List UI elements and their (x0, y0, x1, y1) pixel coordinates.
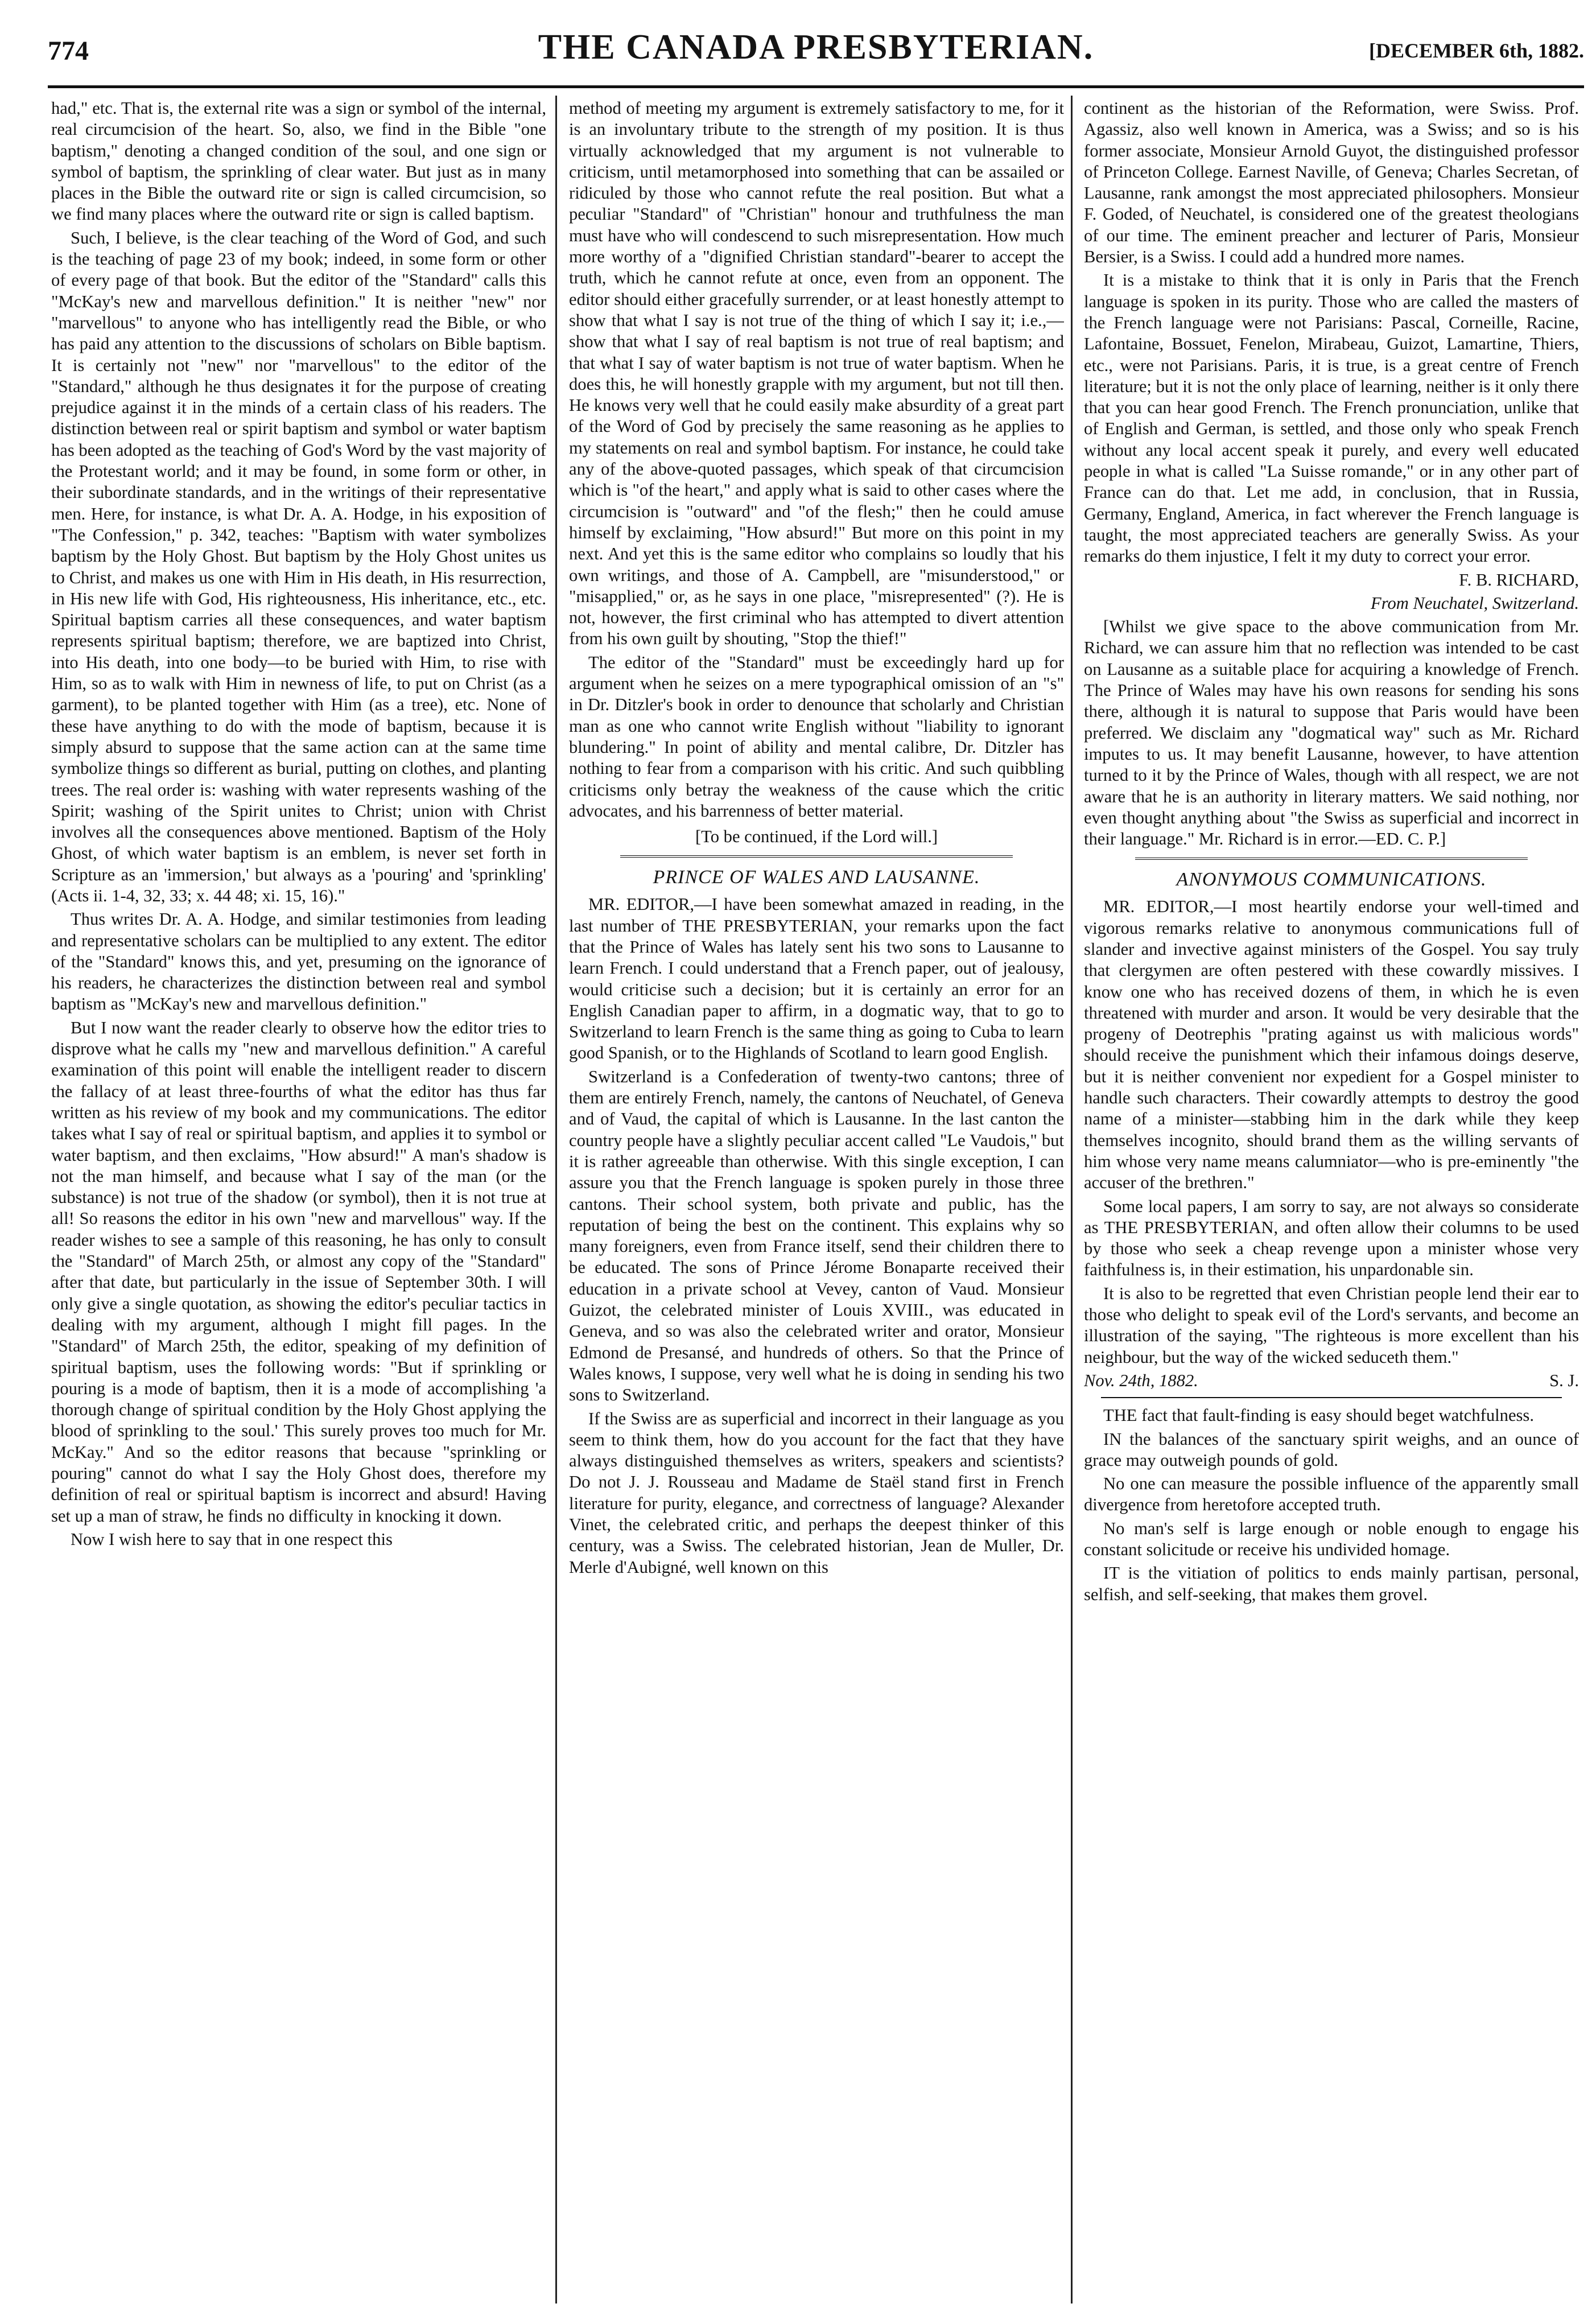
dateline (1084, 1370, 1579, 1391)
column-3 (1084, 98, 1579, 2300)
paragraph: It is a mistake to think that it is only in Paris that the French language is spoken in its purity. Those who are called the masters of the French language were not Parisians: Pascal, Corneille, Racine, Lafontaine, Bossuet, Fenelon, Mirabeau, Guizot, Lamartine, Thiers, etc., were not Parisians. Paris, it is true, is a great centre of French literature; but it is not the only place of learning, neither is it only there that you can hear good French. The French pronunciation, unlike that of English and German, is settled, and those only who speak French without any local accent speak it purely, and every well educated people in what is called "La Suisse romande," or in any other part of France can do that. Let me add, in conclusion, that in Russia, Germany, England, America, in fact wherever the French language is taught, the most appreciated teachers are generally Swiss. As your remarks do them injustice, I felt it my duty to correct your error. (1084, 270, 1579, 566)
column-1 (51, 98, 546, 2300)
signature-name: F. B. RICHARD, (1459, 570, 1579, 590)
header-rule (48, 85, 1584, 88)
maxim: IT is the vitiation of politics to ends mainly partisan, personal, selfish, and self-seeking, that makes them grovel. (1084, 1563, 1579, 1604)
page-number: 774 (48, 36, 89, 66)
paragraph: Some local papers, I am sorry to say, are not always so considerate as THE PRESBYTERIAN, and often allow their columns to be used by those who seek a cheap revenge upon a minister whose very faithfulness is, in their estimation, his unpardonable sin. (1084, 1196, 1579, 1280)
masthead (48, 23, 1584, 85)
paragraph: MR. EDITOR,—I most heartily endorse your well-timed and vigorous remarks relative to anonymous communications full of slander and invective against ministers of the Gospel. You say truly that clergymen are often pestered with these cowardly missives. I know one who has received dozens of them, in which he is even threatened with murder and arson. It would be very desirable that the progeny of Deotrephis "prating against us with malicious words" should receive the punishment which their infamous doings deserve, but it is neither convenient nor expedient for a Gospel minister to handle such characters. Their cowardly attempts to destroy the good name of a minister—stabbing him in the dark while they keep themselves incognito, should brand them as the willing servants of him whose very name means calumniator—who is pre-eminently "the accuser of the brethren." (1084, 897, 1579, 1193)
maxim: No one can measure the possible influence of the apparently small divergence from heretofore accepted truth. (1084, 1474, 1579, 1515)
issue-date: [DECEMBER 6th, 1882. (1368, 39, 1584, 62)
letter-date: Nov. 24th, 1882. (1084, 1370, 1198, 1390)
paragraph: Switzerland is a Confederation of twenty-two cantons; three of them are entirely French, namely, the cantons of Neuchatel, of Geneva and of Vaud, the capital of which is Lausanne. In the last canton the country people have a slightly peculiar accent called "Le Vaudois," but it is rather agreeable than otherwise. With this single exception, I can assure you that the French language is spoken purely in those three cantons. Their school system, both private and public, has the reputation of being the best on the continent. This explains why so many foreigners, even from France itself, send their children there to be educated. The sons of Prince Jérome Bonaparte received their education in a private school at Vevey, canton of Vaud. Monsieur Guizot, the celebrated minister of Louis XVIII., was educated in Geneva, and so was also the celebrated writer and orator, Monsieur Edmond de Presansé, and hundreds of others. So that the Prince of Wales knows, I suppose, very well what he is doing in sending his two sons to Switzerland. (569, 1066, 1064, 1405)
paragraph: It is also to be regretted that even Christian people lend their ear to those who delight to speak evil of the Lord's servants, and become an illustration of the saying, "The righteous is more excellent than his neighbour, but the way of the wicked seduceth them." (1084, 1283, 1579, 1367)
section-rule (620, 855, 1013, 861)
paragraph: continent as the historian of the Reformation, were Swiss. Prof. Agassiz, also well known in America, was a Swiss; and so is his former associate, Monsieur Arnold Guyot, the distinguished professor of Princeton College. Earnest Naville, of Geneva; Charles Secretan, of Lausanne, rank amongst the most appreciated philosophers. Monsieur F. Goded, of Neuchatel, is considered one of the greatest theologians of our time. The eminent preacher and lecturer of Paris, Monsieur Bersier, is a Swiss. I could add a hundred more names. (1084, 98, 1579, 267)
paragraph: The editor of the "Standard" must be exceedingly hard up for argument when he seizes on a mere typographical omission of an "s" in Dr. Ditzler's book in order to denounce that scholarly and Christian man as one who cannot write English without "liability to ignorant blundering." In point of ability and mental calibre, Dr. Ditzler has nothing to fear from a comparison with his critic. And such quibbling criticisms only betray the weakness of the cause which the critic advocates, and his barrenness of better material. (569, 652, 1064, 821)
column-divider (555, 96, 557, 2303)
maxim: No man's self is large enough or noble enough to engage his constant solicitude or receive his undivided homage. (1084, 1518, 1579, 1559)
paragraph: If the Swiss are as superficial and incorrect in their language as you seem to think them, how do you account for the fact that they have always distinguished themselves as writers, speakers and scientists? Do not J. J. Rousseau and Madame de Staël stand first in French literature for purity, elegance, and correctness of language? Alexander Vinet, the celebrated critic, and perhaps the deepest thinker of this century, was a Swiss. The celebrated historian, Jean de Muller, Dr. Merle d'Aubigné, well known on this (569, 1408, 1064, 1577)
paragraph: Such, I believe, is the clear teaching of the Word of God, and such is the teaching of page 23 of my book; indeed, in some form or other of every page of that book. But the editor of the "Standard" calls this "McKay's new and marvellous definition." It is neither "new" nor "marvellous" to anyone who has intelligently read the Bible, or who has paid any attention to the discussions of scholars on Bible baptism. It is certainly not "new" nor "marvellous" to the editor of the "Standard," although he thus designates it for the purpose of creating prejudice against it in the minds of a certain class of his readers. The distinction between real or spirit baptism and symbol or water baptism has been adopted as the teaching of God's Word by the vast majority of the Protestant world; and it may be found, in some form or other, in their subordinate standards, and in the writings of their representative men. Here, for instance, is what Dr. A. A. Hodge, in his exposition of "The Confession," p. 342, teaches: "Baptism with water symbolizes baptism by the Holy Ghost. But baptism by the Holy Ghost unites us to Christ, and makes us one with Him in His death, in His resurrection, in His new life with God, His righteousness, His inheritance, etc., etc. Spiritual baptism carries all these consequences, and water baptism represents spiritual baptism; therefore, we are baptized into Christ, into His death, into one body—to be buried with Him, to rise with Him, so as to walk with Him in newness of life, to put on Christ (as a garment), to be planted together with Him (as a tree), etc. None of these have anything to do with the mode of baptism, because it is simply absurd to suppose that the same action can at the same time symbolize things so different as burial, putting on clothes, and planting trees. The real order is: washing with water represents washing of the Spirit; washing of the Spirit unites to Christ; union with Christ involves all the consequences above mentioned. Baptism of the Holy Ghost, of which water baptism is an emblem, is never set forth in Scripture as an 'immersion,' but always as a 'pouring' and 'sprinkling' (Acts ii. 1-4, 32, 33; x. 44 48; xi. 15, 16)." (51, 228, 546, 905)
paragraph: had," etc. That is, the external rite was a sign or symbol of the internal, real circumcision of the heart. So, also, we find in the Bible "one baptism," denoting a changed condition of the soul, and one sign or symbol of baptism, the sprinkling of clear water. But just as in many places in the Bible the outward rite or sign is called circumcision, so we find many places where the outward rite or sign is called baptism. (51, 98, 546, 224)
column-divider (1071, 96, 1073, 2303)
paragraph: method of meeting my argument is extremely satisfactory to me, for it is an involuntary tribute to the strength of my position. It is thus virtually acknowledged that my argument is not vulnerable to criticism, until metamorphosed into something that can be assailed or ridiculed by those who cannot refute the real position. But what a peculiar "Standard" of "Christian" honour and truthfulness the man must have who will condescend to such misrepresentation. How much more worthy of a "dignified Christian standard"-bearer to accept the truth, which he cannot refute at once, even from an opponent. The editor should either gracefully surrender, or at least honestly attempt to show that what I say is not true of the thing of which I say it; i.e.,—show that what I say of real baptism is not true of real baptism; and that what I say of water baptism is not true of water baptism. When he does this, he will honestly grapple with my argument, but not till then. He knows very well that he could easily make absurdity of a great part of the Word of God by precisely the same reasoning as he applies to my statements on real and symbol baptism. For instance, he could take any of the above-quoted passages, which speak of that circumcision which is "of the heart," and apply what is said to other cases where the circumcision is "outward" and "of the flesh;" then he could amuse himself by exclaiming, "How absurd!" But more on this point in my next. And yet this is the same editor who complains so loudly that his own writings, and those of A. Campbell, are "misunderstood," or "misapplied," or, as he says in one place, "misrepresented" (?). He is not, however, the first criminal who has attempted to divert attention from his own guilt by shouting, "Stop the thief!" (569, 98, 1064, 649)
paragraph: Now I wish here to say that in one respect this (71, 1529, 393, 1549)
maxim: THE fact that fault-finding is easy should beget watchfulness. (1103, 1406, 1534, 1425)
letter-signature: S. J. (1549, 1370, 1579, 1390)
article-heading-anonymous: ANONYMOUS COMMUNICATIONS. (1176, 869, 1487, 891)
signature-place: From Neuchatel, Switzerland. (1371, 593, 1579, 613)
newspaper-title: THE CANADA PRESBYTERIAN. (538, 28, 1094, 67)
column-2 (569, 98, 1064, 2300)
section-rule (1135, 858, 1528, 863)
section-rule (1101, 1397, 1562, 1398)
maxim: IN the balances of the sanctuary spirit weighs, and an ounce of grace may outweigh pounds of gold. (1084, 1429, 1579, 1470)
editor-note: [Whilst we give space to the above communication from Mr. Richard, we can assure him that no reflection was intended to be cast on Lausanne as a suitable place for acquiring a knowledge of French. The Prince of Wales may have his own reasons for sending his sons there, although it is natural to suppose that Paris would have been preferred. We disclaim any "dogmatical way" such as Mr. Richard imputes to us. It may benefit Lausanne, however, to have attention turned to it by the Prince of Wales, though with all respect, we are not aware that he is an authority in literary matters. We said nothing, nor even thought anything about "the Swiss as superficial and incorrect in their language." Mr. Richard is in error.—ED. C. P.] (1084, 617, 1579, 849)
paragraph: MR. EDITOR,—I have been somewhat amazed in reading, in the last number of THE PRESBYTERIAN, your remarks upon the fact that the Prince of Wales has lately sent his two sons to Lausanne to learn French. I could understand that a French paper, out of jealousy, would criticise such a decision; but it is certainly an error for an English Canadian paper to affirm, in a dogmatic way, that to go to Switzerland to learn French is the same thing as going to Cuba to learn good Spanish, or to the Highlands of Scotland to learn good English. (569, 895, 1064, 1063)
paragraph: Thus writes Dr. A. A. Hodge, and similar testimonies from leading and representative scholars can be multiplied to any extent. The editor of the "Standard" knows this, and yet, presuming on the ignorance of his readers, he characterizes the distinction between real and symbol baptism as "McKay's new and marvellous definition." (51, 909, 546, 1014)
article-heading-prince-of-wales: PRINCE OF WALES AND LAUSANNE. (653, 867, 980, 888)
paragraph: But I now want the reader clearly to observe how the editor tries to disprove what he calls my "new and marvellous definition." A careful examination of this point will enable the intelligent reader to discern the fallacy of at least three-fourths of what the editor has thus far written as his review of my book and my communications. The editor takes what I say of real or spiritual baptism, and applies it to symbol or water baptism, and then exclaims, "How absurd!" A man's shadow is not the man himself, and because what I say of the man (or the substance) is not true of the shadow (or symbol), then it is not true at all! So reasons the editor in his own "new and marvellous" way. If the reader wishes to see a sample of this reasoning, he has only to consult the "Standard" of March 25th, or almost any copy of the "Standard" after that date, but particularly in the issue of September 30th. I will only give a single quotation, as showing the editor's peculiar tactics in dealing with my argument, although I might fill pages. In the "Standard" of March 25th, the editor, speaking of my definition of spiritual baptism, uses the following words: "But if sprinkling or pouring is a mode of baptism, then it is a mode of accomplishing 'a thorough change of spiritual condition by the Holy Ghost applying the blood of sprinkling to the soul.' This surely proves too much for Mr. McKay." And so the editor reasons that because "sprinkling or pouring" cannot do what I say the Holy Ghost does, therefore my definition of real or spiritual baptism is incorrect and absurd! Having set up a man of straw, he finds no difficulty in knocking it down. (51, 1017, 546, 1526)
continued-note: [To be continued, if the Lord will.] (695, 827, 938, 847)
